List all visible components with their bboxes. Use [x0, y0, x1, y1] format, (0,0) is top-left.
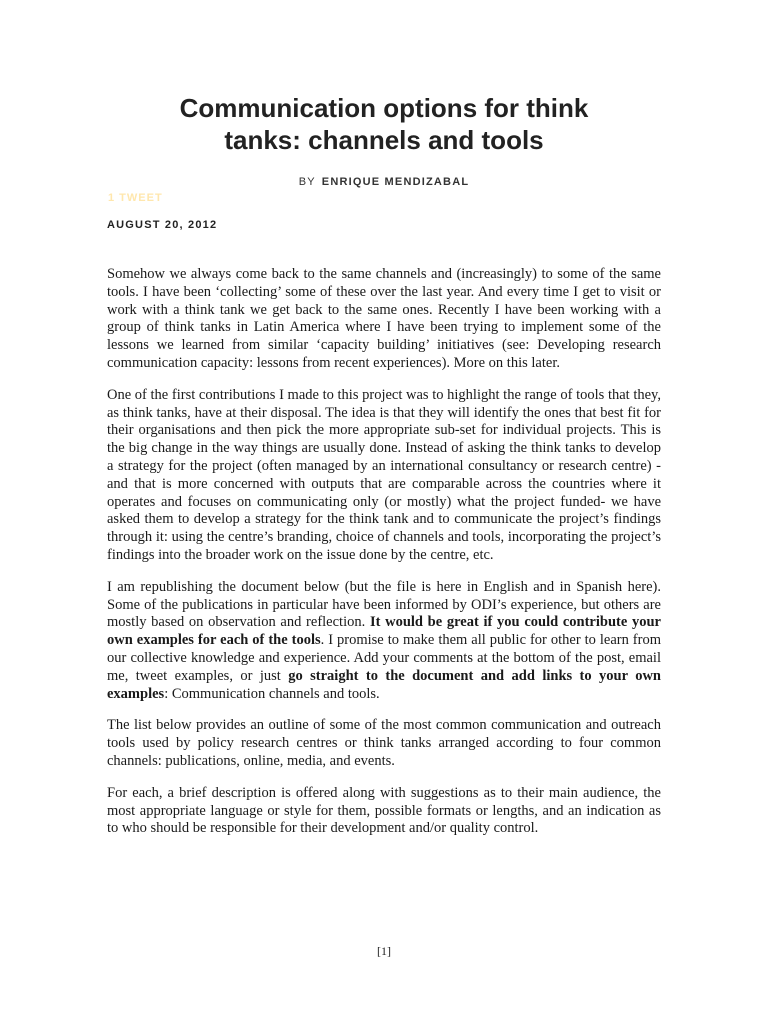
article-title: [60, 92, 708, 156]
article-title-line-1: Communication options for think: [179, 93, 589, 123]
paragraph-3-emphasis-contribute: It would be great if you could contribute your own examples for each of the tools: [107, 614, 661, 649]
paragraph-3-text-a: I am republishing the document below (but the file is here in English and in Spanish here). Some of the publications in particular have been informed by ODI’s experience, but others are mostly based on observation and reflection.: [107, 578, 661, 631]
byline: [0, 176, 768, 188]
author-link[interactable]: ENRIQUE MENDIZABAL: [321, 176, 470, 188]
paragraph-3: [107, 579, 661, 704]
paragraph-5: For each, a brief description is offered along with suggestions as to their main audience, the most appropriate language or style for them, possible formats or lengths, and an indication as to who should be responsible for their development and/or quality control.: [107, 784, 661, 837]
byline-label: BY: [298, 176, 316, 188]
publish-date: AUGUST 20, 2012: [107, 219, 218, 231]
paragraph-1: Somehow we always come back to the same channels and (increasingly) to some of the same tools. I have been ‘collecting’ some of these over the last year. And every time I get to visit or work with a think tank we get back to the same ones. Recently I have been working with a group of think tanks in Latin America where I have been trying to implement some of the lessons we learned from similar ‘capacity building’ initiatives (see: Developing research communication capacity: lessons from recent experiences). More on this later.: [107, 266, 661, 371]
article-title-line-2: tanks: channels and tools: [224, 125, 544, 155]
paragraph-4: The list below provides an outline of some of the most common communication and outreach tools used by policy research centres or think tanks arranged according to four common channels: publications, online, media, and events.: [107, 717, 661, 769]
tweet-count-link[interactable]: 1 TWEET: [108, 192, 163, 204]
paragraph-3-text-e: : Communication channels and tools.: [164, 685, 380, 702]
article-body: [107, 266, 661, 852]
paragraph-2: One of the first contributions I made to this project was to highlight the range of tools that they, as think tanks, have at their disposal. The idea is that they will identify the ones that best fit for their organisations and then pick the more appropriate sub-set for individual projects. This is the big change in the way things are usually done. Instead of asking the think tanks to develop a strategy for the project (often managed by an international consultancy or research centre) -and that is more concerned with outputs that are comparable across the countries where it operates and focuses on communicating only (or mostly) what the project funded- we have asked them to develop a strategy for the think tank and to communicate the project’s findings through it: using the centre’s branding, choice of channels and tools, incorporating the project’s findings into the broader work on the issue done by the centre, etc.: [107, 386, 661, 563]
paragraph-3-text-c: . I promise to make them all public for other to learn from our collective knowledge and experience. Add your comments at the bottom of the post, email me, tweet examples, or just: [107, 632, 661, 684]
footnote-marker[interactable]: [1]: [377, 944, 391, 958]
document-link[interactable]: go straight to the document and add links to your own examples: [107, 667, 661, 702]
